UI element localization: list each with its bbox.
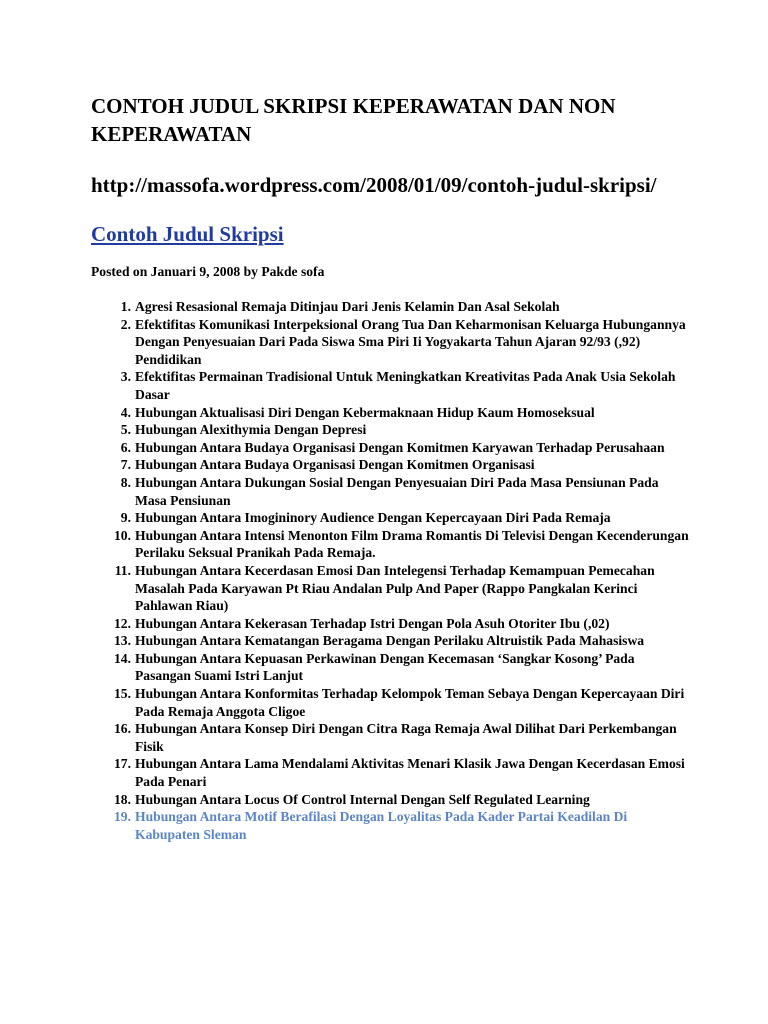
post-meta: Posted on Januari 9, 2008 by Pakde sofa xyxy=(91,264,325,279)
list-item xyxy=(120,439,691,457)
list-item xyxy=(120,456,691,474)
list-item xyxy=(114,632,691,650)
list-item-number: 11. xyxy=(114,562,131,578)
title-list xyxy=(91,298,691,843)
source-url: http://massofa.wordpress.com/2008/01/09/contoh-judul-skripsi/ xyxy=(91,173,657,197)
list-item-text: Hubungan Antara Locus Of Control Internal Dengan Self Regulated Learning xyxy=(135,791,590,807)
list-item xyxy=(120,316,691,369)
list-item-text: Hubungan Antara Dukungan Sosial Dengan Penyesuaian Diri Pada Masa Pensiunan Pada Masa Pensiunan xyxy=(135,474,659,508)
list-item-number: 13. xyxy=(114,633,131,649)
list-item xyxy=(120,404,691,422)
list-item xyxy=(120,368,691,403)
list-item-number: 15. xyxy=(114,686,131,702)
list-item-text[interactable]: Hubungan Antara Motif Berafilasi Dengan Loyalitas Pada Kader Partai Keadilan Di Kabupaten Sleman xyxy=(135,809,628,842)
list-item-text: Hubungan Aktualisasi Diri Dengan Kebermaknaan Hidup Kaum Homoseksual xyxy=(135,404,595,420)
document-title: CONTOH JUDUL SKRIPSI KEPERAWATAN DAN NON KEPERAWATAN xyxy=(91,94,616,146)
list-item-number: 12. xyxy=(114,615,131,631)
list-item-number: 4. xyxy=(120,404,131,420)
list-item-text: Efektifitas Permainan Tradisional Untuk Meningkatkan Kreativitas Pada Anak Usia Sekolah Dasar xyxy=(135,369,676,402)
list-item-text: Hubungan Antara Budaya Organisasi Dengan Komitmen Karyawan Terhadap Perusahaan xyxy=(135,439,665,455)
list-item-number: 8. xyxy=(120,474,131,490)
list-item-number: 7. xyxy=(120,457,131,473)
document-page xyxy=(91,92,691,843)
list-item xyxy=(120,474,691,509)
list-item-number: 3. xyxy=(120,369,131,385)
list-item-text: Hubungan Antara Imogininory Audience Dengan Kepercayaan Diri Pada Remaja xyxy=(135,510,611,526)
list-item xyxy=(114,720,691,755)
list-item xyxy=(114,685,691,720)
list-item xyxy=(114,791,691,809)
list-item-number: 6. xyxy=(120,439,131,455)
list-item-number: 17. xyxy=(114,756,131,772)
list-item-text: Agresi Resasional Remaja Ditinjau Dari Jenis Kelamin Dan Asal Sekolah xyxy=(135,299,560,314)
list-item-text: Hubungan Antara Budaya Organisasi Dengan Komitmen Organisasi xyxy=(135,457,535,473)
list-item-text: Hubungan Antara Konformitas Terhadap Kelompok Teman Sebaya Dengan Kepercayaan Diri Pada Remaja Anggota Cligoe xyxy=(135,686,685,719)
list-item-text: Hubungan Alexithymia Dengan Depresi xyxy=(135,422,367,438)
post-title-link[interactable]: Contoh Judul Skripsi xyxy=(91,222,284,246)
list-item-number: 14. xyxy=(114,650,131,666)
list-item xyxy=(114,562,691,615)
list-item-number: 10. xyxy=(114,527,131,543)
list-item-number: 5. xyxy=(120,422,131,438)
list-item xyxy=(114,650,691,685)
list-item-text: Efektifitas Komunikasi Interpeksional Orang Tua Dan Keharmonisan Keluarga Hubungannya Dengan Penyesuaian Dari Pada Siswa Sma Piri Ii Yogyakarta Tahun Ajaran 92/93 (,92) Pendidikan xyxy=(135,316,686,367)
list-item xyxy=(114,527,691,562)
list-item xyxy=(120,421,691,439)
list-item-number: 18. xyxy=(114,791,131,807)
list-item-text: Hubungan Antara Konsep Diri Dengan Citra Raga Remaja Awal Dilihat Dari Perkembangan Fisik xyxy=(135,721,677,754)
list-item-link[interactable] xyxy=(114,808,691,843)
list-item-text: Hubungan Antara Kekerasan Terhadap Istri Dengan Pola Asuh Otoriter Ibu (,02) xyxy=(135,615,610,631)
list-item-text: Hubungan Antara Kepuasan Perkawinan Dengan Kecemasan ‘Sangkar Kosong’ Pada Pasangan Suami Istri Lanjut xyxy=(135,650,635,684)
list-item-text: Hubungan Antara Lama Mendalami Aktivitas Menari Klasik Jawa Dengan Kecerdasan Emosi Pada Penari xyxy=(135,756,685,790)
list-item xyxy=(120,298,691,316)
list-item-text: Hubungan Antara Kecerdasan Emosi Dan Intelegensi Terhadap Kemampuan Pemecahan Masalah Pada Karyawan Pt Riau Andalan Pulp And Paper (Rappo Pangkalan Kerinci Pahlawan Riau) xyxy=(135,562,655,614)
list-item-text: Hubungan Antara Kematangan Beragama Dengan Perilaku Altruistik Pada Mahasiswa xyxy=(135,633,645,649)
list-item-number: 9. xyxy=(120,510,131,526)
list-item xyxy=(120,509,691,527)
list-item-number: 2. xyxy=(120,316,131,332)
list-item-number: 1. xyxy=(120,299,131,314)
list-item-text: Hubungan Antara Intensi Menonton Film Drama Romantis Di Televisi Dengan Kecenderungan Perilaku Seksual Pranikah Pada Remaja. xyxy=(135,527,689,561)
list-item xyxy=(114,615,691,633)
list-item xyxy=(114,755,691,790)
list-item-number: 16. xyxy=(114,721,131,737)
list-item-number: 19. xyxy=(114,809,131,825)
